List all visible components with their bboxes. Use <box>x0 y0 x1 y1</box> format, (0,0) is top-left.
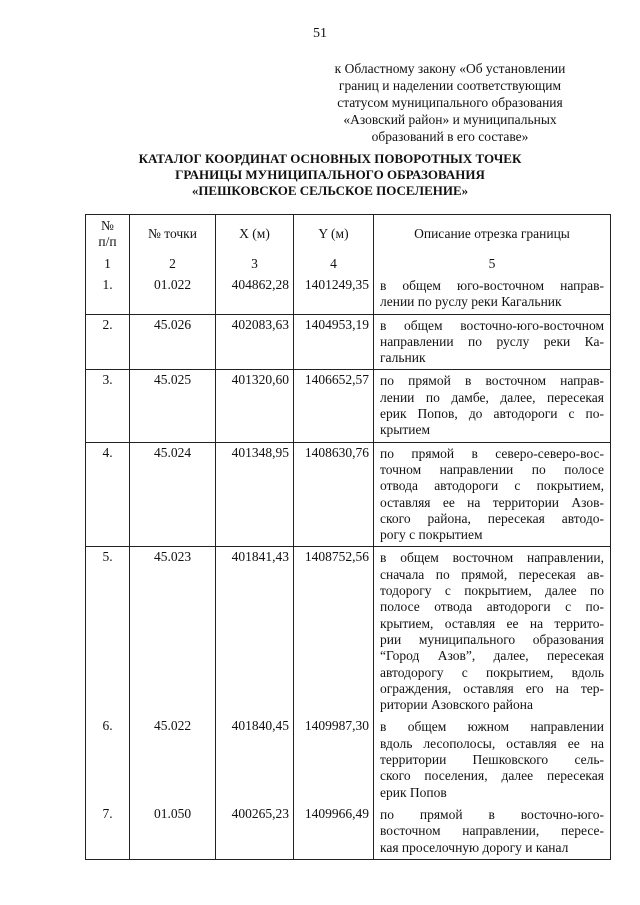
description-line: крытием <box>380 422 431 438</box>
table-row <box>86 314 611 370</box>
description-line: ского района, пересекая автодо- <box>380 510 604 526</box>
row-description <box>374 314 611 370</box>
table-header-row <box>86 215 611 254</box>
row-x: 401348,95 <box>216 442 294 547</box>
description-line: вдоль лесополосы, оставляя ее на <box>380 735 604 751</box>
coordinates-table <box>85 214 611 860</box>
description-line: автодорогу с покрытием, вдоль <box>380 664 604 680</box>
description-line: направлении по руслу реки Ка- <box>380 333 604 349</box>
row-point: 45.025 <box>130 370 216 442</box>
description-line: в общем восточно-юго-восточном <box>380 317 604 333</box>
header-index: № п/п <box>86 215 130 254</box>
row-point: 01.050 <box>130 804 216 859</box>
row-index: 3. <box>86 370 130 442</box>
table-row <box>86 547 611 716</box>
row-x: 400265,23 <box>216 804 294 859</box>
description-line: гальник <box>380 350 426 366</box>
description-line: крытием, оставляя ее на террито- <box>380 615 604 631</box>
law-reference-line: образований в его составе» <box>371 129 529 144</box>
row-y: 1406652,57 <box>294 370 374 442</box>
row-x: 402083,63 <box>216 314 294 370</box>
row-point: 45.022 <box>130 716 216 803</box>
description-line: в общем южном направлении <box>380 719 604 735</box>
row-x: 401841,43 <box>216 547 294 716</box>
description-line: лении по руслу реки Кагальник <box>380 294 562 310</box>
row-description <box>374 275 611 314</box>
description-line: сначала по прямой, пересекая ав- <box>380 566 604 582</box>
table-row <box>86 442 611 547</box>
row-point: 45.023 <box>130 547 216 716</box>
row-description <box>374 442 611 547</box>
row-description <box>374 804 611 859</box>
title-line: КАТАЛОГ КООРДИНАТ ОСНОВНЫХ ПОВОРОТНЫХ ТОЧЕК <box>138 151 522 166</box>
row-point: 01.022 <box>130 275 216 314</box>
description-line: ерик Попов, до автодороги с по- <box>380 406 604 422</box>
description-line: в общем восточном направлении, <box>380 550 604 566</box>
column-number: 2 <box>130 253 216 275</box>
description-line: ограждения, оставляя его на тер- <box>380 680 604 696</box>
law-reference <box>300 60 600 145</box>
row-x: 401320,60 <box>216 370 294 442</box>
row-x: 404862,28 <box>216 275 294 314</box>
column-number-row <box>86 253 611 275</box>
row-y: 1409966,49 <box>294 804 374 859</box>
header-point: № точки <box>130 215 216 254</box>
row-index: 7. <box>86 804 130 859</box>
description-line: ерик Попов <box>380 784 447 800</box>
description-line: по прямой в северо-северо-вос- <box>380 445 604 461</box>
column-number: 5 <box>374 253 611 275</box>
row-index: 4. <box>86 442 130 547</box>
row-y: 1409987,30 <box>294 716 374 803</box>
description-line: рии муниципального образования <box>380 631 604 647</box>
page-number: 51 <box>313 26 327 41</box>
row-y: 1401249,35 <box>294 275 374 314</box>
description-line: ритории Азовского района <box>380 697 533 713</box>
description-line: кая проселочную дорогу и канал <box>380 839 569 855</box>
law-reference-line: статусом муниципального образования <box>337 95 563 110</box>
law-reference-line: границ и наделении соответствующим <box>338 78 562 93</box>
description-line: восточном направлении, пересе- <box>380 823 604 839</box>
table-row <box>86 804 611 859</box>
row-description <box>374 716 611 803</box>
description-line: по прямой в восточно-юго- <box>380 806 604 822</box>
description-line: лении по дамбе, далее, пересекая <box>380 389 604 405</box>
table-row <box>86 275 611 314</box>
row-index: 1. <box>86 275 130 314</box>
description-line: “Город Азов”, далее, пересекая <box>380 648 604 664</box>
row-description <box>374 370 611 442</box>
row-y: 1404953,19 <box>294 314 374 370</box>
row-index: 5. <box>86 547 130 716</box>
description-line: территории Пешковского сель- <box>380 752 604 768</box>
row-point: 45.024 <box>130 442 216 547</box>
description-line: оставляя ее на территории Азов- <box>380 494 604 510</box>
header-x: X (м) <box>216 215 294 254</box>
row-x: 401840,45 <box>216 716 294 803</box>
header-y: Y (м) <box>294 215 374 254</box>
row-point: 45.026 <box>130 314 216 370</box>
row-y: 1408752,56 <box>294 547 374 716</box>
column-number: 1 <box>86 253 130 275</box>
table-row <box>86 370 611 442</box>
description-line: полосе отвода автодороги с по- <box>380 599 604 615</box>
title-line: ГРАНИЦЫ МУНИЦИПАЛЬНОГО ОБРАЗОВАНИЯ <box>175 167 485 182</box>
description-line: ского поселения, далее пересекая <box>380 768 604 784</box>
description-line: точном направлении по полосе <box>380 461 604 477</box>
description-line: в общем юго-восточном направ- <box>380 278 604 293</box>
header-description: Описание отрезка границы <box>374 215 611 254</box>
row-y: 1408630,76 <box>294 442 374 547</box>
description-line: по прямой в восточном направ- <box>380 373 604 389</box>
column-number: 3 <box>216 253 294 275</box>
catalog-title <box>40 151 620 199</box>
description-line: отвода автодороги с покрытием, <box>380 478 604 494</box>
law-reference-line: «Азовский район» и муниципальных <box>343 112 557 127</box>
title-line: «ПЕШКОВСКОЕ СЕЛЬСКОЕ ПОСЕЛЕНИЕ» <box>191 183 469 198</box>
row-index: 6. <box>86 716 130 803</box>
description-line: рогу с покрытием <box>380 527 483 543</box>
row-description <box>374 547 611 716</box>
row-index: 2. <box>86 314 130 370</box>
description-line: тодорогу с покрытием, далее по <box>380 583 604 599</box>
column-number: 4 <box>294 253 374 275</box>
table-row <box>86 716 611 803</box>
law-reference-line: к Областному закону «Об установлении <box>334 61 566 76</box>
